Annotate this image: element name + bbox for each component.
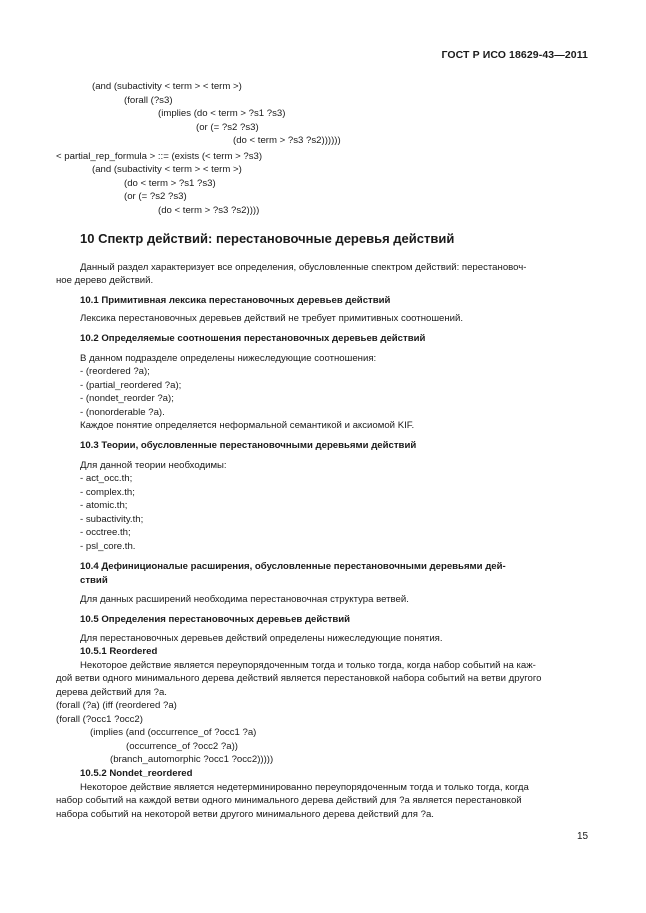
paragraph-line: Для перестановочных деревьев действий определены нижеследующие понятия.: [80, 633, 443, 644]
list-item: - subactivity.th;: [80, 514, 144, 525]
subsection-title: 10.4 Дефиниционалые расширения, обусловленные перестановочными деревьями дей-: [80, 561, 506, 572]
paragraph-line: Лексика перестановочных деревьев действий не требует примитивных соотношений.: [80, 313, 464, 324]
page-number: 15: [577, 831, 589, 842]
paragraph-line: ное дерево действий.: [56, 275, 154, 286]
paragraph-line: Некоторое действие является переупорядоченным тогда и только тогда, когда набор событий на каж-: [80, 660, 536, 671]
subsection-title: 10.5 Определения перестановочных деревьев действий: [80, 614, 351, 625]
paragraph-line: Для данных расширений необходима перестановочная структура ветвей.: [80, 594, 409, 605]
subsection-title-cont: ствий: [80, 575, 108, 586]
list-item: - occtree.th;: [80, 527, 131, 538]
code-line: (do < term > ?s1 ?s3): [124, 178, 216, 189]
list-item: - (nonorderable ?a).: [80, 407, 165, 418]
paragraph-line: дой ветви одного минимального дерева действий является перестановкой набора событий на ветви другого: [56, 673, 542, 684]
code-line: (and (subactivity < term > < term >): [92, 164, 242, 175]
paragraph-line: Для данной теории необходимы:: [80, 460, 227, 471]
list-item: - atomic.th;: [80, 500, 128, 511]
list-item: - complex.th;: [80, 487, 135, 498]
list-item: - (partial_reordered ?a);: [80, 380, 182, 391]
paragraph-line: Каждое понятие определяется неформальной семантикой и аксиомой KIF.: [80, 420, 415, 431]
code-line: (forall (?a) (iff (reordered ?a): [56, 700, 177, 711]
list-item: - (reordered ?a);: [80, 366, 150, 377]
code-line: (forall (?occ1 ?occ2): [56, 714, 143, 725]
section-title: 10 Спектр действий: перестановочные деревья действий: [80, 231, 455, 246]
code-line: (forall (?s3): [124, 95, 173, 106]
code-line: (occurrence_of ?occ2 ?a)): [126, 741, 238, 752]
code-line: (implies (and (occurrence_of ?occ1 ?a): [90, 727, 257, 738]
subsubsection-title: 10.5.2 Nondet_reordered: [80, 768, 193, 779]
code-line: (and (subactivity < term > < term >): [92, 81, 242, 92]
paragraph-line: Данный раздел характеризует все определения, обусловленные спектром действий: перестановоч-: [80, 262, 527, 273]
paragraph-line: набора событий на некоторой ветви другого минимального дерева действий для ?a.: [56, 809, 434, 820]
subsubsection-title: 10.5.1 Reordered: [80, 646, 158, 657]
paragraph-line: В данном подразделе определены нижеследующие соотношения:: [80, 353, 377, 364]
subsection-title: 10.3 Теории, обусловленные перестановочными деревьями действий: [80, 440, 417, 451]
list-item: - psl_core.th.: [80, 541, 136, 552]
subsection-title: 10.2 Определяемые соотношения перестановочных деревьев действий: [80, 333, 426, 344]
subsection-title: 10.1 Примитивная лексика перестановочных деревьев действий: [80, 295, 391, 306]
code-line: (or (= ?s2 ?s3): [196, 122, 259, 133]
paragraph-line: набор событий на каждой ветви одного минимального дерева действий для ?a является перестановкой: [56, 795, 522, 806]
list-item: - (nondet_reorder ?a);: [80, 393, 174, 404]
code-line: (branch_automorphic ?occ1 ?occ2))))): [110, 754, 274, 765]
code-line: (implies (do < term > ?s1 ?s3): [158, 108, 286, 119]
paragraph-line: дерева действий для ?a.: [56, 687, 167, 698]
code-line: (do < term > ?s3 ?s2)))): [158, 205, 260, 216]
document-header: ГОСТ Р ИСО 18629-43—2011: [441, 49, 588, 61]
code-line: < partial_rep_formula > ::= (exists (< term > ?s3): [56, 151, 263, 162]
code-line: (or (= ?s2 ?s3): [124, 191, 187, 202]
paragraph-line: Некоторое действие является недетерминированно переупорядоченным тогда и только тогда, когда: [80, 782, 529, 793]
code-line: (do < term > ?s3 ?s2)))))): [233, 135, 341, 146]
list-item: - act_occ.th;: [80, 473, 133, 484]
